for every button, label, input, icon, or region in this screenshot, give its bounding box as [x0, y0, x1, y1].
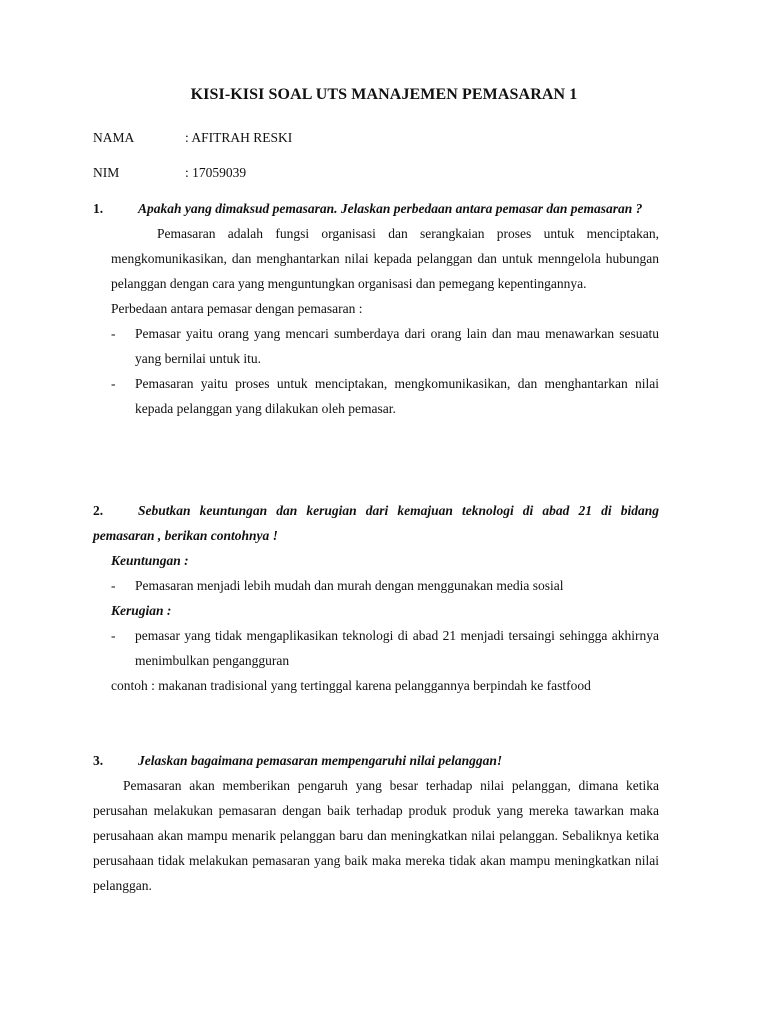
bullet-text: pemasar yang tidak mengaplikasikan teknologi di abad 21 menjadi tersaingi sehingga akhirnya menimbulkan pengangguran: [135, 628, 659, 668]
bullet-marker: -: [111, 578, 116, 593]
question-2-text: Sebutkan keuntungan dan kerugian dari kemajuan teknologi di abad 21 di bidang pemasaran , berikan contohnya !: [93, 503, 659, 543]
list-item: [93, 371, 659, 421]
bullet-marker: -: [111, 326, 116, 341]
name-row: [93, 130, 292, 146]
question-2: [93, 498, 659, 548]
list-item: [93, 321, 659, 371]
document-title: KISI-KISI SOAL UTS MANAJEMEN PEMASARAN 1: [190, 86, 578, 103]
bullet-text: Pemasaran menjadi lebih mudah dan murah dengan menggunakan media sosial: [135, 578, 564, 593]
bullet-marker: -: [111, 376, 116, 391]
bullet-text: Pemasaran yaitu proses untuk menciptakan, mengkomunikasikan, dan menghantarkan nilai kepada pelanggan yang dilakukan oleh pemasar.: [135, 376, 659, 416]
name-value: : AFITRAH RESKI: [185, 130, 293, 145]
question-3: [93, 748, 659, 773]
name-label: NAMA: [93, 130, 135, 145]
question-1-number: 1.: [93, 201, 104, 216]
question-1: [93, 196, 659, 221]
answer-1-paragraph: Pemasaran adalah fungsi organisasi dan serangkaian proses untuk menciptakan, mengkomunikasikan, dan menghantarkan nilai kepada pelanggan dan untuk menngelola hubungan pelanggan dengan cara yang menguntungkan organisasi dan pemegang kepentingannya.: [111, 226, 659, 291]
nim-label: NIM: [93, 165, 120, 180]
list-item: [93, 573, 659, 598]
question-1-text: Apakah yang dimaksud pemasaran. Jelaskan perbedaan antara pemasar dan pemasaran ?: [138, 201, 643, 216]
answer-3-paragraph: Pemasaran akan memberikan pengaruh yang besar terhadap nilai pelanggan, dimana ketika perusahan melakukan pemasaran dengan baik terhadap produk produk yang mereka tawarkan maka perusahaan akan mampu menarik pelanggan baru dan meningkatkan nilai pelanggan. Sebaliknya ketika perusahaan tidak melakukan pemasaran yang baik maka mereka tidak akan mampu meningkatkan nilai pelanggan.: [93, 778, 659, 893]
nim-value: : 17059039: [185, 165, 247, 180]
nim-row: [93, 165, 246, 181]
question-1-section: [93, 196, 659, 421]
cons-label: Kerugian :: [111, 603, 172, 618]
question-2-number: 2.: [93, 503, 104, 518]
pros-label: Keuntungan :: [111, 553, 189, 568]
question-3-section: [93, 748, 659, 898]
bullet-text: Pemasar yaitu orang yang mencari sumberdaya dari orang lain dan mau menawarkan sesuatu yang bernilai untuk itu.: [135, 326, 659, 366]
example-text: contoh : makanan tradisional yang tertinggal karena pelanggannya berpindah ke fastfood: [111, 678, 591, 693]
question-3-number: 3.: [93, 753, 104, 768]
bullet-marker: -: [111, 628, 116, 643]
list-item: [93, 623, 659, 673]
question-2-section: [93, 498, 659, 698]
answer-1-diff-intro: Perbedaan antara pemasar dengan pemasaran :: [111, 301, 363, 316]
question-3-text: Jelaskan bagaimana pemasaran mempengaruhi nilai pelanggan!: [138, 753, 503, 768]
